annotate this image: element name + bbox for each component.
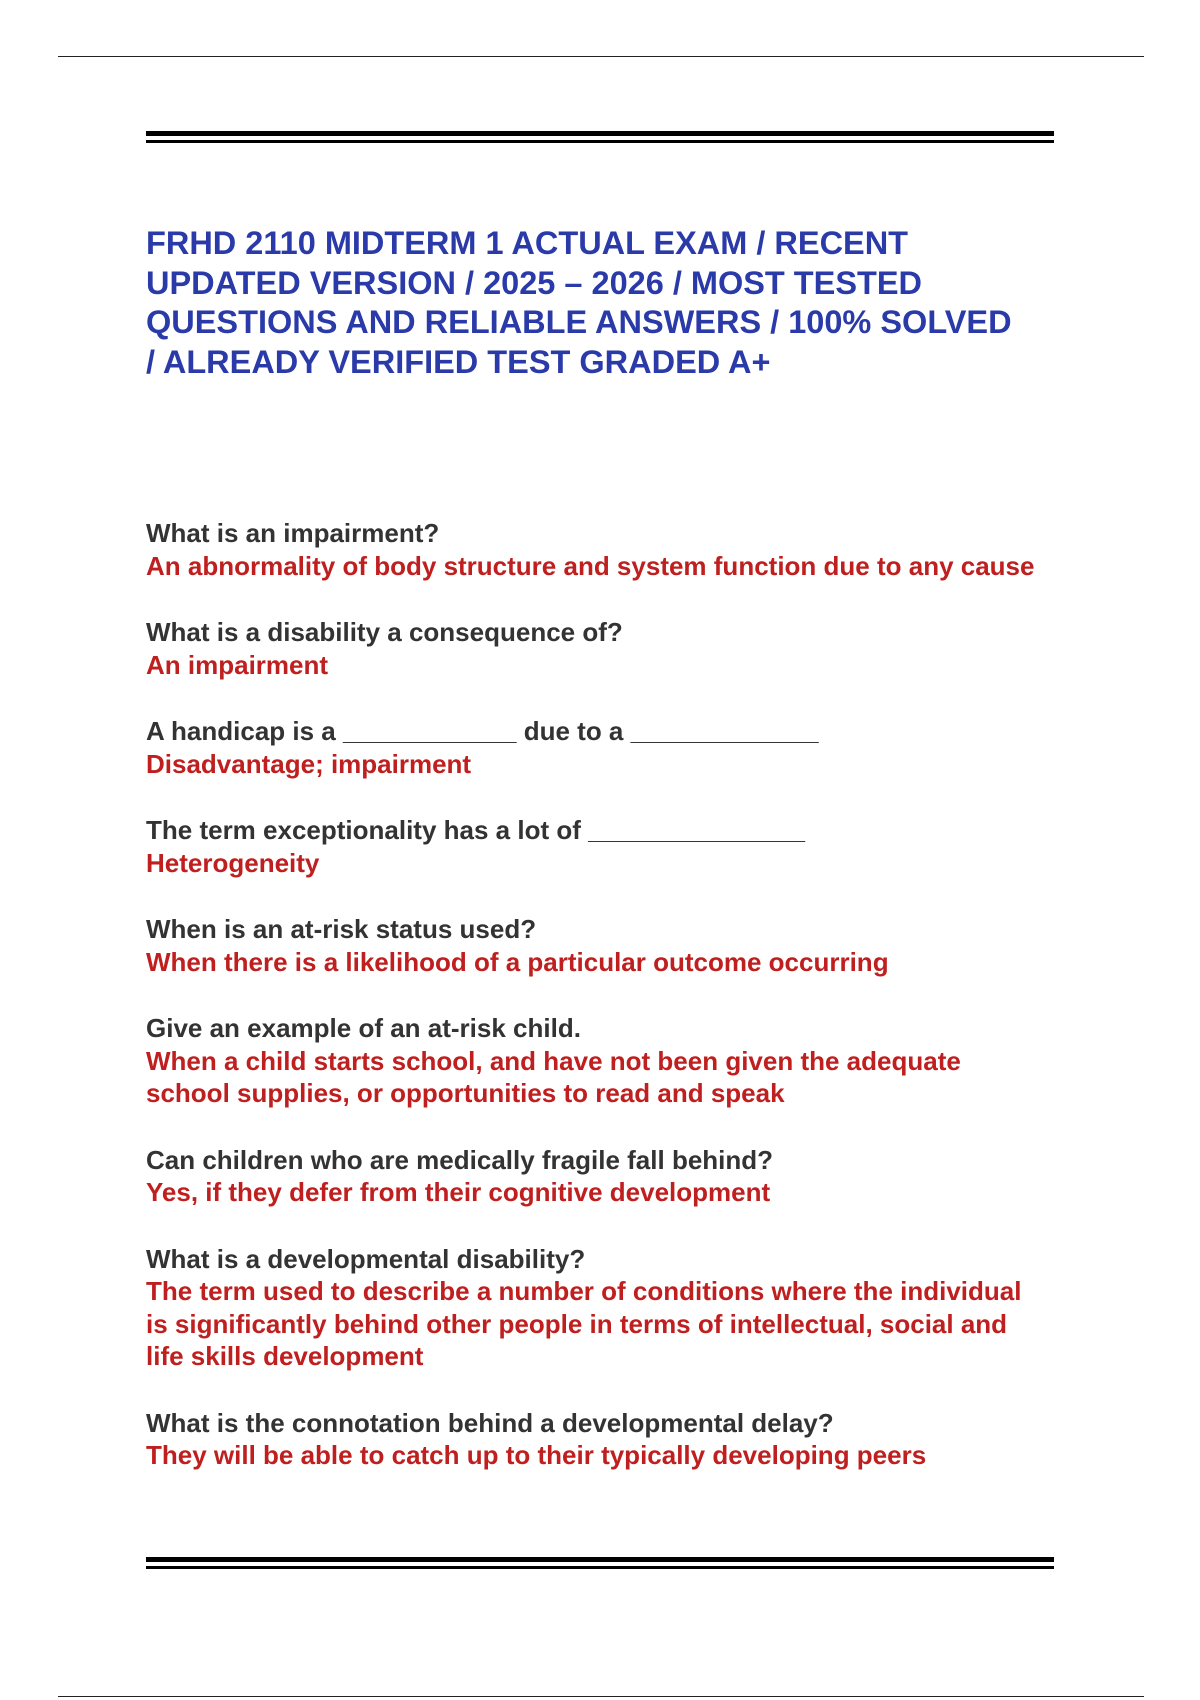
answer-text: When a child starts school, and have not been given the adequate school supplies, or opportunities to read and speak xyxy=(146,1045,961,1108)
header-rule-thick xyxy=(146,131,1054,136)
qa-item xyxy=(146,1144,1046,1209)
qa-item xyxy=(146,814,1046,879)
question-text: What is the connotation behind a developmental delay? xyxy=(146,1407,834,1438)
answer-text: When there is a likelihood of a particular outcome occurring xyxy=(146,946,889,977)
qa-item xyxy=(146,1012,1046,1110)
question-text: Give an example of an at-risk child. xyxy=(146,1013,581,1043)
answer-text: They will be able to catch up to their typically developing peers xyxy=(146,1440,927,1470)
qa-item xyxy=(146,1243,1046,1373)
header-rule-thin xyxy=(146,140,1054,143)
answer-text: An impairment xyxy=(146,649,329,680)
page-bottom-rule xyxy=(58,1696,1144,1697)
answer-text: Heterogeneity xyxy=(146,847,320,878)
footer-rule-thick xyxy=(146,1557,1054,1562)
qa-list xyxy=(146,517,1046,1506)
footer-rule-thin xyxy=(146,1566,1054,1569)
answer-text: The term used to describe a number of conditions where the individual is significantly behind other people in terms of intellectual, social and life skills development xyxy=(146,1276,1022,1371)
answer-text: Disadvantage; impairment xyxy=(146,748,472,779)
qa-item xyxy=(146,517,1046,582)
question-text: The term exceptionality has a lot of _______________ xyxy=(146,815,806,845)
question-text: What is an impairment? xyxy=(146,518,440,548)
question-text: What is a disability a consequence of? xyxy=(146,617,623,647)
question-text: Can children who are medically fragile fall behind? xyxy=(146,1144,774,1175)
question-text: A handicap is a ____________ due to a _____________ xyxy=(146,716,819,746)
document-title: FRHD 2110 MIDTERM 1 ACTUAL EXAM / RECENT UPDATED VERSION / 2025 – 2026 / MOST TESTED QUESTIONS AND RELIABLE ANSWERS / 100% SOLVED / ALREADY VERIFIED TEST GRADED A+ xyxy=(146,225,1012,380)
qa-item xyxy=(146,715,1046,780)
header-double-rule xyxy=(146,131,1054,145)
qa-item xyxy=(146,616,1046,681)
answer-text: Yes, if they defer from their cognitive development xyxy=(146,1177,771,1207)
answer-text: An abnormality of body structure and system function due to any cause xyxy=(146,550,1035,581)
page-top-rule xyxy=(58,56,1144,57)
question-text: When is an at-risk status used? xyxy=(146,914,537,944)
qa-item xyxy=(146,1407,1046,1472)
qa-item xyxy=(146,913,1046,978)
footer-double-rule xyxy=(146,1557,1054,1571)
question-text: What is a developmental disability? xyxy=(146,1243,586,1274)
